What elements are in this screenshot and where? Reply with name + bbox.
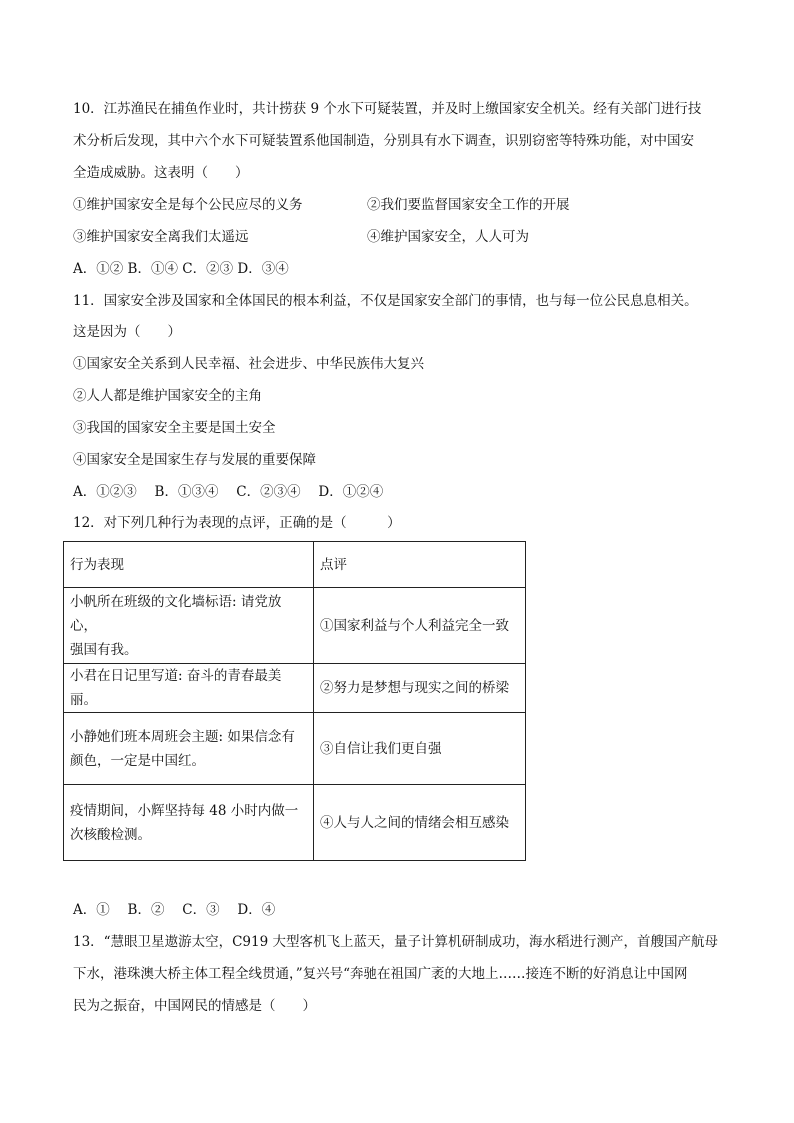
q12-table xyxy=(63,541,526,861)
table-row xyxy=(64,785,526,861)
q11-answer-choices: A．①②③ B．①③④ C．②③④ D．①②④ xyxy=(73,484,384,500)
q11-option-3: ③我国的国家安全主要是国土安全 xyxy=(73,420,276,436)
q10-option-1: ①维护国家安全是每个公民应尽的义务 xyxy=(73,197,303,213)
q10-options-row-1 xyxy=(73,195,723,215)
q12-behavior-cell xyxy=(64,713,314,785)
q13-stem-line-3: 民为之振奋，中国网民的情感是（ ） xyxy=(73,998,316,1014)
q12-answer-choices: A．① B．② C．③ D．④ xyxy=(73,902,276,918)
q10-stem-line-3: 全造成威胁。这表明（ ） xyxy=(73,165,249,181)
q12-comment-cell: ④人与人之间的情绪会相互感染 xyxy=(314,785,526,861)
q13-stem-line-2: 下水，港珠澳大桥主体工程全线贯通，”复兴号“奔驰在祖国广袤的大地上……接连不断的好消息让中国网 xyxy=(73,966,688,982)
q12-behavior-line: 小帆所在班级的文化墙标语: 请党放心， xyxy=(70,593,282,634)
q12-comment-cell: ②努力是梦想与现实之间的桥梁 xyxy=(314,664,526,713)
q11-option-2: ②人人都是维护国家安全的主角 xyxy=(73,388,262,404)
q12-behavior-line: 小君在日记里写道: 奋斗的青春最美丽。 xyxy=(70,668,282,708)
q12-behavior-line: 颜色，一定是中国红。 xyxy=(70,752,205,769)
q12-behavior-line: 疫情期间，小辉坚持每 48 小时内做一 xyxy=(70,802,299,819)
q12-table-header-row xyxy=(64,542,526,588)
table-row xyxy=(64,713,526,785)
q12-header-behavior: 行为表现 xyxy=(64,542,314,588)
q10-answer-choices: A．①② B．①④ C．②③ D．③④ xyxy=(73,261,289,277)
q11-stem-line-2: 这是因为（ ） xyxy=(73,324,181,340)
q10-option-3: ③维护国家安全离我们太遥远 xyxy=(73,229,249,245)
q12-behavior-line: 强国有我。 xyxy=(70,641,138,658)
q10-option-2: ②我们要监督国家安全工作的开展 xyxy=(367,197,570,213)
q11-option-1: ①国家安全关系到人民幸福、社会进步、中华民族伟大复兴 xyxy=(73,356,424,372)
q12-behavior-cell xyxy=(64,664,314,713)
q10-stem-line-1: 10．江苏渔民在捕鱼作业时，共计捞获 9 个水下可疑装置，并及时上缴国家安全机关。经有关部门进行技 xyxy=(73,101,702,117)
q11-stem-line-1: 11．国家安全涉及国家和全体国民的根本利益，不仅是国家安全部门的事情，也与每一位公民息息相关。 xyxy=(73,293,698,309)
table-row xyxy=(64,588,526,664)
q12-behavior-cell xyxy=(64,785,314,861)
table-row xyxy=(64,664,526,713)
q12-behavior-line: 小静她们班本周班会主题: 如果信念有 xyxy=(70,728,295,745)
q12-comment-cell: ③自信让我们更自强 xyxy=(314,713,526,785)
q10-options-row-2 xyxy=(73,227,723,247)
q10-stem-line-2: 术分析后发现，其中六个水下可疑装置系他国制造，分别具有水下调查，识别窃密等特殊功能，对中国安 xyxy=(73,133,694,149)
q12-comment-cell: ①国家利益与个人利益完全一致 xyxy=(314,588,526,664)
q12-header-comment: 点评 xyxy=(314,542,526,588)
q10-option-4: ④维护国家安全，人人可为 xyxy=(367,229,529,245)
q13-stem-line-1: 13．“慧眼卫星遨游太空，C919 大型客机飞上蓝天，量子计算机研制成功，海水稻进行测产，首艘国产航母 xyxy=(73,934,718,950)
q12-behavior-cell xyxy=(64,588,314,664)
q11-option-4: ④国家安全是国家生存与发展的重要保障 xyxy=(73,452,316,468)
q12-behavior-line: 次核酸检测。 xyxy=(70,826,151,843)
q12-stem: 12．对下列几种行为表现的点评，正确的是（ ） xyxy=(73,515,401,531)
